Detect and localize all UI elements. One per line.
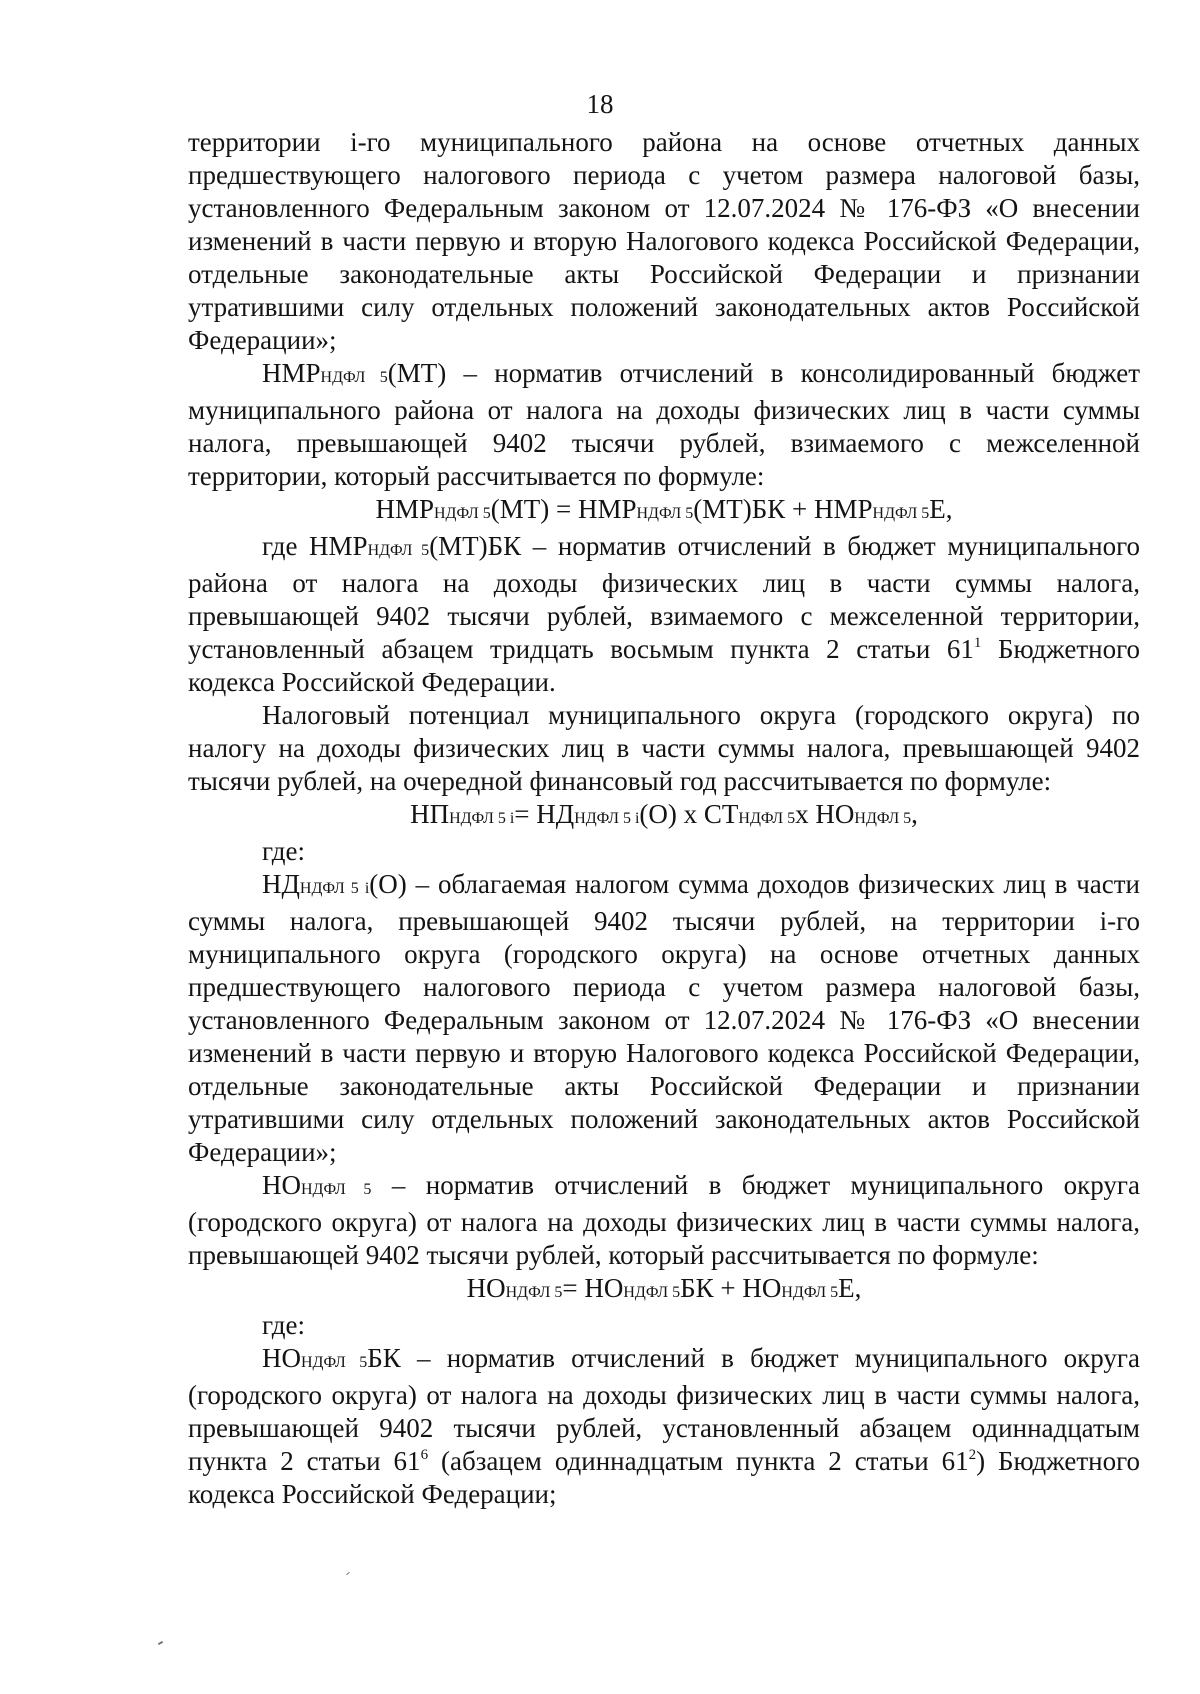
paragraph-text: – норматив отчислений в бюджет муниципального округа (городского округа) от налога на доходы физических лиц в части суммы налога, превышающей 9402 тысячи рублей, установленный абзацем одиннадцатым пункта 2 статьи 61 [188, 1343, 1140, 1476]
formula-term: Е, [929, 494, 953, 524]
symbol-arg: БК [367, 1343, 401, 1373]
symbol-no: НО [262, 1343, 301, 1373]
subscript-ndfl5: НДФЛ 5 [301, 1181, 372, 1198]
paragraph-no-bk-definition [188, 1342, 1140, 1511]
formula-term: (МТ) = [490, 494, 578, 524]
formula-subscript: НДФЛ 5 [623, 1284, 681, 1301]
superscript: 1 [973, 635, 982, 651]
formula-subscript: НДФЛ 5 i [449, 810, 515, 827]
lead-word: где [262, 531, 310, 561]
formula-subscript: НДФЛ 5 [854, 810, 912, 827]
formula-term: НП [410, 799, 450, 829]
where-label: где: [262, 836, 305, 866]
symbol-arg: (МТ)БК [429, 531, 522, 561]
formula-term: НО [742, 1273, 782, 1303]
formula-term: НМР [375, 494, 434, 524]
formula-term: = [514, 799, 537, 829]
scan-speck [346, 1572, 350, 1575]
formula-subscript: НДФЛ 5 i [574, 810, 640, 827]
paragraph-text: – норматив отчислений в бюджет муниципального округа (городского округа) от налога на доходы физических лиц в части суммы налога, превышающей 9402 тысячи рублей, который рассчитывается по формуле: [188, 1170, 1140, 1270]
symbol-nmr: НМР [309, 531, 368, 561]
formula-subscript: НДФЛ 5 [781, 1284, 839, 1301]
paragraph-text: – облагаемая налогом сумма доходов физических лиц в части суммы налога, превышающей 9402 тысячи рублей, на территории i-го муниципального округа (городского округа) на основе отчетных данных предшествующего налогового периода с учетом размера налоговой базы, установленного Федеральным законом от 12.07.2024 № 176-ФЗ «О внесении изменений в части первую и вторую Налогового кодекса Российской Федерации, отдельные законодательные акты Российской Федерации и признании утратившими силу отдельных положений законодательных актов Российской Федерации»; [188, 869, 1140, 1167]
formula-term: = [562, 1273, 585, 1303]
formula-nmr [188, 493, 1140, 530]
formula-term: НО [815, 799, 855, 829]
subscript-ndfl5: НДФЛ 5 [301, 1354, 368, 1371]
formula-term: НО [466, 1273, 506, 1303]
paragraph-text: – норматив отчислений в консолидированный бюджет муниципального района от налога на доходы физических лиц в части суммы налога, превышающей 9402 тысячи рублей, взимаемого с межселенной территории, который рассчитывается по формуле: [188, 358, 1140, 491]
paragraph-nmr-bk-definition [188, 530, 1140, 699]
formula-subscript: НДФЛ 5 [872, 505, 930, 522]
formula-term: , [911, 799, 918, 829]
formula-no [188, 1272, 1140, 1309]
formula-term: (МТ)БК + [693, 494, 814, 524]
symbol-no: НО [262, 1170, 301, 1200]
formula-term: Е, [838, 1273, 862, 1303]
formula-term: НМР [814, 494, 873, 524]
subscript-ndfl5: НДФЛ 5 [320, 369, 388, 386]
subscript-ndfl5: НДФЛ 5 [367, 542, 430, 559]
formula-term: НД [536, 799, 575, 829]
page-number: 18 [586, 89, 614, 119]
formula-subscript: НДФЛ 5 [505, 1284, 563, 1301]
formula-subscript: НДФЛ 5 [636, 505, 694, 522]
formula-term: СТ [703, 799, 739, 829]
formula-term: БК + [680, 1273, 743, 1303]
document-body [188, 126, 1140, 1511]
formula-subscript: НДФЛ 5 [433, 505, 491, 522]
scan-speck [158, 1641, 163, 1645]
formula-subscript: НДФЛ 5 [738, 810, 796, 827]
paragraph-text: Бюджетного кодекса Российской Федерации. [188, 634, 1140, 697]
symbol-nmr: НМР [262, 358, 321, 388]
symbol-arg: (МТ) [387, 358, 447, 388]
where-label: где: [262, 1310, 305, 1340]
paragraph-text: ) Бюджетного кодекса Российской Федерации; [188, 1446, 1141, 1509]
paragraph-nmr-definition [188, 357, 1140, 493]
formula-term: (О) х [639, 799, 704, 829]
formula-term: НО [584, 1273, 624, 1303]
subscript-ndfl5i: НДФЛ 5 i [299, 880, 370, 897]
paragraph-tax-potential: Налоговый потенциал муниципального округа (городского округа) по налогу на доходы физических лиц в части суммы налога, превышающей 9402 тысячи рублей, на очередной финансовый год рассчитывается по формуле: [188, 700, 1140, 796]
paragraph-nd-definition [188, 868, 1140, 1169]
formula-np [188, 798, 1140, 835]
formula-term: НМР [577, 494, 637, 524]
paragraph-text: – норматив отчислений в бюджет муниципального района от налога на доходы физических лиц в части суммы налога, превышающей 9402 тысячи рублей, взимаемого с межселенной территории, установленный абзацем тридцать восьмым пункта 2 статьи 61 [188, 531, 1141, 664]
paragraph-no-definition [188, 1169, 1140, 1272]
superscript: 2 [968, 1447, 977, 1463]
symbol-nd: НД [262, 869, 300, 899]
paragraph-text: (абзацем одиннадцатым пункта 2 статьи 61 [428, 1446, 969, 1476]
paragraph-taxable-base-district: территории i-го муниципального района на основе отчетных данных предшествующего налогового периода с учетом размера налоговой базы, установленного Федеральным законом от 12.07.2024 № 176-ФЗ «О внесении изменений в части первую и вторую Налогового кодекса Российской Федерации, отдельные законодательные акты Российской Федерации и признании утратившими силу отдельных положений законодательных актов Российской Федерации»; [188, 127, 1140, 355]
symbol-arg: (О) [369, 869, 407, 899]
formula-term: х [795, 799, 816, 829]
superscript: 6 [420, 1447, 429, 1463]
